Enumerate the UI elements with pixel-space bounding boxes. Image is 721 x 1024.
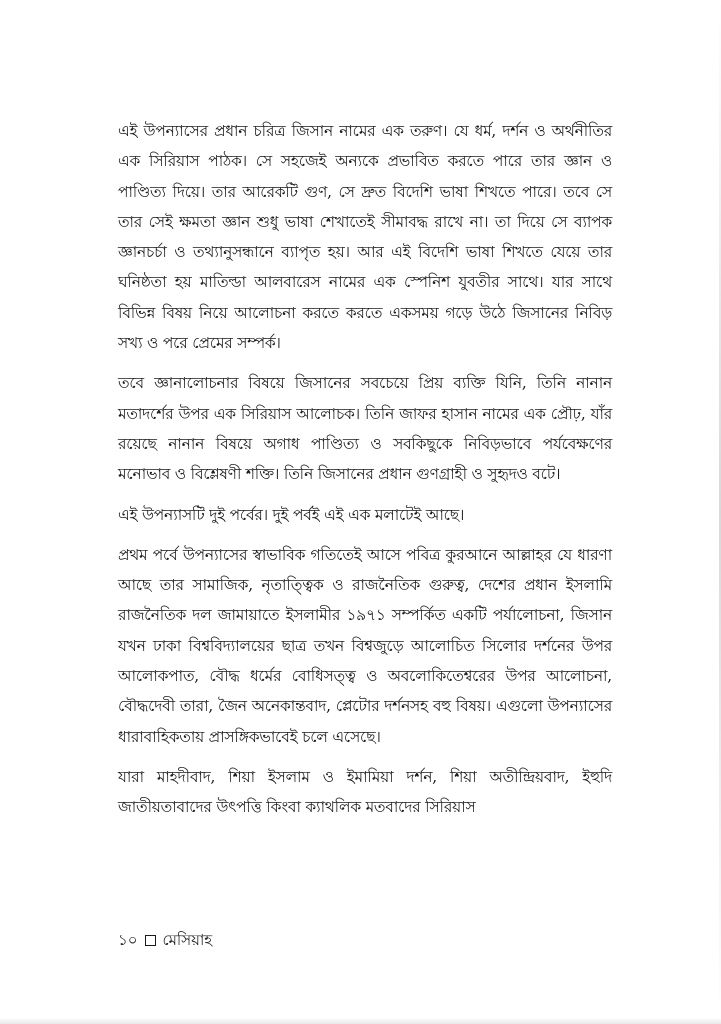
page-bottom-shadow [0, 1018, 721, 1024]
paragraph-3: এই উপন্যাসটি দুই পর্বের। দুই পর্বই এই এক মলাটেই আছে। [118, 505, 465, 524]
paragraph-1: এই উপন্যাসের প্রধান চরিত্র জিসান নামের এক তরুণ। যে ধর্ম, দর্শন ও অর্থনীতির এক সিরিয়াস পাঠক। সে সহজেই অন্যকে প্রভাবিত করতে পারে তার জ্ঞান ও পাণ্ডিত্য দিয়ে। তার আরেকটি গুণ, সে দ্রুত বিদেশি ভাষা শিখতে পারে। তবে সে তার সেই ক্ষমতা জ্ঞান শুধু ভাষা শেখাতেই সীমাবদ্ধ রাখে না। তা দিয়ে সে ব্যাপক জ্ঞানচর্চা ও তথ্যানুসন্ধানে ব্যাপৃত হয়। আর এই বিদেশি ভাষা শিখতে যেয়ে তার ঘনিষ্ঠতা হয় মাতিল্ডা আলবারেস নামের এক স্পেনিশ যুবতীর সাথে। যার সাথে বিভিন্ন বিষয় নিয়ে আলোচনা করতে করতে একসময় গড়ে উঠে জিসানের নিবিড় সখ্য ও পরে প্রেমের সম্পর্ক। [118, 122, 612, 353]
page-number: ১০ [118, 931, 138, 949]
page-footer [118, 929, 212, 951]
paragraph-4: প্রথম পর্বে উপন্যাসের স্বাভাবিক গতিতেই আসে পবিত্র কুরআনে আল্লাহর যে ধারণা আছে তার সামাজিক, নৃতাত্ত্বিক ও রাজনৈতিক গুরুত্ব, দেশের প্রধান ইসলামি রাজনৈতিক দল জামায়াতে ইসলামীর ১৯৭১ সম্পর্কিত একটি পর্যালোচনা, জিসান যখন ঢাকা বিশ্ববিদ্যালয়ের ছাত্র তখন বিশ্বজুড়ে আলোচিত সিলোর দর্শনের উপর আলোকপাত, বৌদ্ধ ধর্মের বোধিসত্ত্ব ও অবলোকিতেশ্বরের উপর আলোচনা, বৌদ্ধদেবী তারা, জৈন অনেকান্তবাদ, প্লেটোর দর্শনসহ বহু বিষয়। এগুলো উপন্যাসের ধারাবাহিকতায় প্রাসঙ্গিকভাবেই চলে এসেছে। [118, 545, 612, 746]
paragraph-5: যারা মাহদীবাদ, শিয়া ইসলাম ও ইমামিয়া দর্শন, শিয়া অতীন্দ্রিয়বাদ, ইহুদি জাতীয়তাবাদের উৎপত্তি কিংবা ক্যাথলিক মতবাদের সিরিয়াস [118, 767, 612, 817]
paragraph-2: তবে জ্ঞানালোচনার বিষয়ে জিসানের সবচেয়ে প্রিয় ব্যক্তি যিনি, তিনি নানান মতাদর্শের উপর এক সিরিয়াস আলোচক। তিনি জাফর হাসান নামের এক প্রৌঢ়, যাঁর রয়েছে নানান বিষয়ে অগাধ পাণ্ডিত্য ও সবকিছুকে নিবিড়ভাবে পর্যবেক্ষণের মনোভাব ও বিশ্লেষণী শক্তি। তিনি জিসানের প্রধান গুণগ্রাহী ও সুহৃদও বটে। [118, 374, 612, 484]
page-body [118, 116, 612, 976]
separator-square-icon [145, 935, 156, 946]
book-title: মেসিয়াহ [162, 931, 213, 949]
